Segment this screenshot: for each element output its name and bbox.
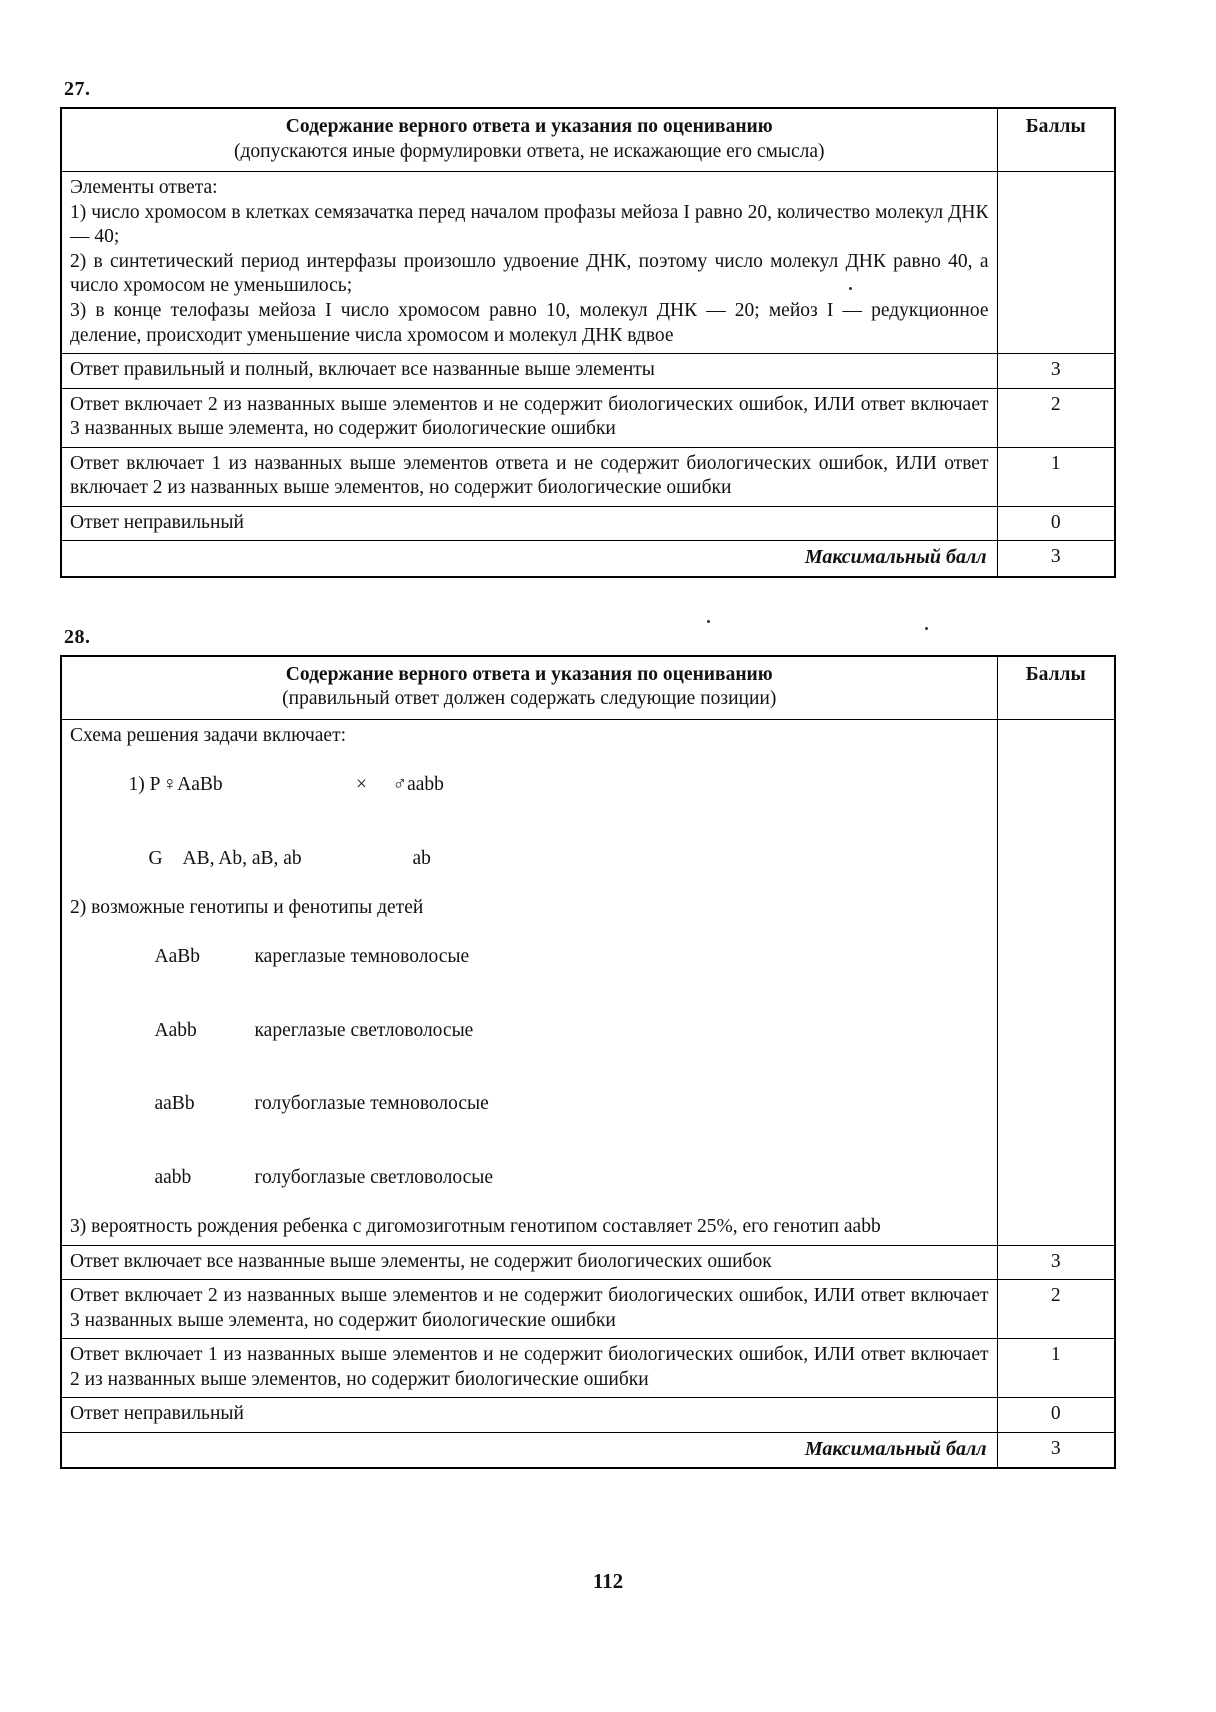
table-row-answer-scheme	[61, 719, 1115, 1245]
criterion-text: Ответ правильный и полный, включает все названные выше элементы	[61, 354, 997, 389]
scheme-gametes-line	[70, 822, 989, 896]
table-header-row	[61, 656, 1115, 720]
answer-scheme-cell	[61, 719, 997, 1245]
offspring-genotype: Aabb	[154, 1019, 197, 1041]
answer-elements-cell	[61, 172, 997, 354]
criterion-score: 0	[997, 506, 1115, 541]
header-score-cell: Баллы	[997, 108, 1115, 172]
criterion-score: 1	[997, 447, 1115, 506]
header-title: Содержание верного ответа и указания по оцениванию	[285, 663, 773, 685]
table-row-max-score	[61, 541, 1115, 577]
task-number-28: 28.	[64, 625, 91, 648]
criterion-score: 3	[997, 1245, 1115, 1280]
criterion-text: Ответ включает 1 из названных выше элементов ответа и не содержит биологических ошибок, ИЛИ ответ включает 2 из названных выше элементов, но содержит биологические ошибки	[61, 447, 997, 506]
table-row	[61, 1398, 1115, 1433]
rubric-table-28	[60, 655, 1116, 1470]
criterion-score: 2	[997, 1280, 1115, 1339]
table-header-row	[61, 108, 1115, 172]
mother-genotype: ♀AaBb	[162, 773, 223, 795]
max-score-value: 3	[997, 541, 1115, 577]
criterion-score: 0	[997, 1398, 1115, 1433]
header-title: Содержание верного ответа и указания по оцениванию	[285, 116, 773, 137]
offspring-row	[70, 1068, 989, 1142]
criterion-text: Ответ неправильный	[61, 1398, 997, 1433]
answer-item: 1) число хромосом в клетках семязачатка перед началом профазы мейоза I равно 20, количество молекул ДНК — 40;	[70, 201, 989, 248]
criterion-text: Ответ включает 1 из названных выше элементов и не содержит биологических ошибок, ИЛИ ответ включает 2 из названных выше элементов, но содержит биологические ошибки	[61, 1339, 997, 1398]
rubric-table-27	[60, 107, 1116, 578]
table-row	[61, 388, 1115, 447]
offspring-phenotype: голубоглазые темноволосые	[254, 1093, 489, 1115]
answer-lead: Элементы ответа:	[70, 177, 218, 199]
scheme-parents-line	[70, 748, 989, 822]
criterion-text: Ответ включает 2 из названных выше элементов и не содержит биологических ошибок, ИЛИ ответ включает 3 названных выше элемента, но содержит биологические ошибки	[61, 388, 997, 447]
cross-symbol: ×	[356, 773, 367, 795]
criterion-score: 2	[997, 388, 1115, 447]
header-criteria-cell	[61, 656, 997, 720]
offspring-phenotype: кареглазые темноволосые	[254, 945, 470, 967]
answer-elements-score-cell	[997, 172, 1115, 354]
mother-gametes: AB, Ab, aB, ab	[182, 847, 302, 869]
offspring-row	[70, 920, 989, 994]
header-score-cell: Баллы	[997, 656, 1115, 720]
task-number-27: 27.	[64, 78, 91, 100]
offspring-genotype: aaBb	[154, 1093, 195, 1115]
criterion-score: 3	[997, 354, 1115, 389]
table-row	[61, 1245, 1115, 1280]
table-row-max-score	[61, 1432, 1115, 1468]
max-score-label: Максимальный балл	[61, 541, 997, 577]
section-spacer	[60, 578, 1156, 626]
header-subtitle: (допускаются иные формулировки ответа, не искажающие его смысла)	[233, 140, 825, 162]
offspring-genotype: aabb	[154, 1166, 192, 1188]
table-row	[61, 447, 1115, 506]
answer-lead: Схема решения задачи включает:	[70, 724, 347, 746]
answer-scheme-score-cell	[997, 719, 1115, 1245]
max-score-label: Максимальный балл	[61, 1432, 997, 1468]
offspring-row	[70, 994, 989, 1068]
header-criteria-cell	[61, 108, 997, 172]
criterion-score: 1	[997, 1339, 1115, 1398]
criterion-text: Ответ неправильный	[61, 506, 997, 541]
offspring-phenotype: голубоглазые светловолосые	[254, 1166, 493, 1188]
page-number: 112	[592, 1569, 624, 1593]
table-row-answer-elements	[61, 172, 1115, 354]
table-row	[61, 506, 1115, 541]
answer-item: 3) в конце телофазы мейоза I число хромосом равно 10, молекул ДНК — 20; мейоз I — редукционное деление, происходит уменьшение числа хромосом и молекул ДНК вдвое	[70, 299, 989, 346]
table-row	[61, 1339, 1115, 1398]
answer-item: 2) в синтетический период интерфазы произошло удвоение ДНК, поэтому число молекул ДНК равно 40, а число хромосом не уменьшилось;	[70, 250, 989, 297]
father-gametes: ab	[412, 847, 431, 869]
scan-speck	[925, 627, 928, 630]
table-row	[61, 354, 1115, 389]
p-label: 1) P	[128, 773, 161, 795]
father-genotype: ♂aabb	[392, 773, 444, 795]
max-score-value: 3	[997, 1432, 1115, 1468]
criterion-text: Ответ включает 2 из названных выше элементов и не содержит биологических ошибок, ИЛИ ответ включает 3 названных выше элемента, но содержит биологические ошибки	[61, 1280, 997, 1339]
criterion-text: Ответ включает все названные выше элементы, не содержит биологических ошибок	[61, 1245, 997, 1280]
offspring-phenotype: кареглазые светловолосые	[254, 1019, 474, 1041]
table-row	[61, 1280, 1115, 1339]
header-subtitle: (правильный ответ должен содержать следующие позиции)	[282, 688, 777, 710]
offspring-genotype: AaBb	[154, 945, 200, 967]
scan-speck	[707, 620, 710, 623]
scan-speck	[849, 287, 852, 290]
g-label: G	[148, 847, 163, 869]
offspring-row	[70, 1141, 989, 1215]
scheme-item2: 2) возможные генотипы и фенотипы детей	[70, 896, 424, 918]
scheme-item3: 3) вероятность рождения ребенка с дигомозиготным генотипом составляет 25%, его генотип aabb	[70, 1216, 881, 1237]
